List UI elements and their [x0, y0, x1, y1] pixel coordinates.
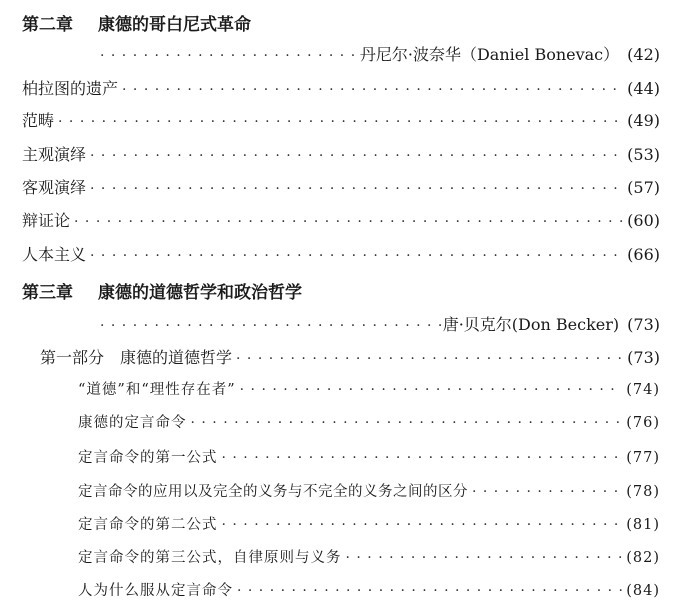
- leader-dots: [58, 114, 623, 130]
- toc-entry-label: 柏拉图的遗产: [22, 79, 119, 98]
- page-number: (53): [627, 145, 660, 164]
- leader-dots: [472, 484, 622, 500]
- page-number: (76): [626, 415, 660, 431]
- toc-subentry: [78, 378, 660, 399]
- chapter-2-author-line: [100, 42, 660, 65]
- toc-subentry: [78, 546, 660, 567]
- toc-entry: [22, 208, 660, 231]
- page-number: (60): [627, 211, 660, 230]
- leader-dots: [222, 517, 623, 533]
- toc-entry-label: 定言命令的第一公式: [78, 450, 218, 466]
- toc-entry-label: 康德的定言命令: [78, 415, 187, 431]
- toc-subentry: [78, 513, 660, 534]
- leader-dots: [122, 82, 623, 98]
- chapter-3-heading: [22, 278, 302, 303]
- leader-dots: [100, 318, 441, 334]
- leader-dots: [236, 351, 623, 367]
- toc-entry-label: 辩证论: [22, 211, 71, 230]
- leader-dots: [90, 181, 623, 197]
- toc-entry: [22, 142, 660, 165]
- toc-part-entry: [40, 345, 660, 368]
- page-number: (49): [627, 111, 660, 130]
- toc-entry-label: 第一部分 康德的道德哲学: [40, 348, 233, 367]
- leader-dots: [100, 48, 358, 64]
- toc-entry-label: 人为什么服从定言命令: [78, 583, 233, 599]
- toc-entry-label: “道德”和“理性存在者”: [78, 382, 236, 398]
- author-name: 丹尼尔·波奈华（Daniel Bonevac）: [359, 45, 620, 64]
- page-number: (82): [626, 550, 660, 566]
- page-number: (81): [626, 517, 660, 533]
- toc-subentry: [78, 446, 660, 467]
- leader-dots: [222, 450, 623, 466]
- leader-dots: [90, 148, 623, 164]
- page-number: (84): [626, 583, 660, 599]
- chapter-3-author-line: [100, 312, 660, 335]
- toc-entry: [22, 242, 660, 265]
- page-number: (42): [627, 45, 660, 64]
- toc-entry: [22, 175, 660, 198]
- toc-entry-label: 人本主义: [22, 245, 87, 264]
- toc-entry-label: 定言命令的应用以及完全的义务与不完全的义务之间的区分: [78, 484, 468, 500]
- toc-entry: [22, 76, 660, 99]
- toc-subentry: [78, 480, 660, 501]
- chapter-title: 康德的哥白尼式革命: [98, 15, 251, 35]
- toc-entry-label: 定言命令的第三公式，自律原则与义务: [78, 550, 342, 566]
- chapter-2-heading: [22, 10, 251, 35]
- page-number: (57): [627, 178, 660, 197]
- page-number: (73): [627, 348, 660, 367]
- toc-entry-label: 范畴: [22, 111, 55, 130]
- leader-dots: [191, 415, 623, 431]
- toc-entry: [22, 108, 660, 131]
- leader-dots: [74, 214, 623, 230]
- toc-subentry: [78, 411, 660, 432]
- page-number: (77): [626, 450, 660, 466]
- leader-dots: [237, 583, 622, 599]
- page-number: (66): [627, 245, 660, 264]
- chapter-number: 第二章: [22, 15, 73, 35]
- chapter-number: 第三章: [22, 283, 73, 303]
- page-number: (78): [626, 484, 660, 500]
- toc-entry-label: 客观演绎: [22, 178, 87, 197]
- toc-entry-label: 主观演绎: [22, 145, 87, 164]
- toc-entry-label: 定言命令的第二公式: [78, 517, 218, 533]
- page-number: (74): [626, 382, 660, 398]
- page-number: (73): [627, 315, 660, 334]
- leader-dots: [90, 248, 623, 264]
- page-number: (44): [627, 79, 660, 98]
- chapter-title: 康德的道德哲学和政治哲学: [98, 283, 302, 303]
- toc-subentry: [78, 579, 660, 600]
- leader-dots: [240, 382, 623, 398]
- leader-dots: [346, 550, 623, 566]
- author-name: 唐·贝克尔(Don Becker): [442, 315, 620, 334]
